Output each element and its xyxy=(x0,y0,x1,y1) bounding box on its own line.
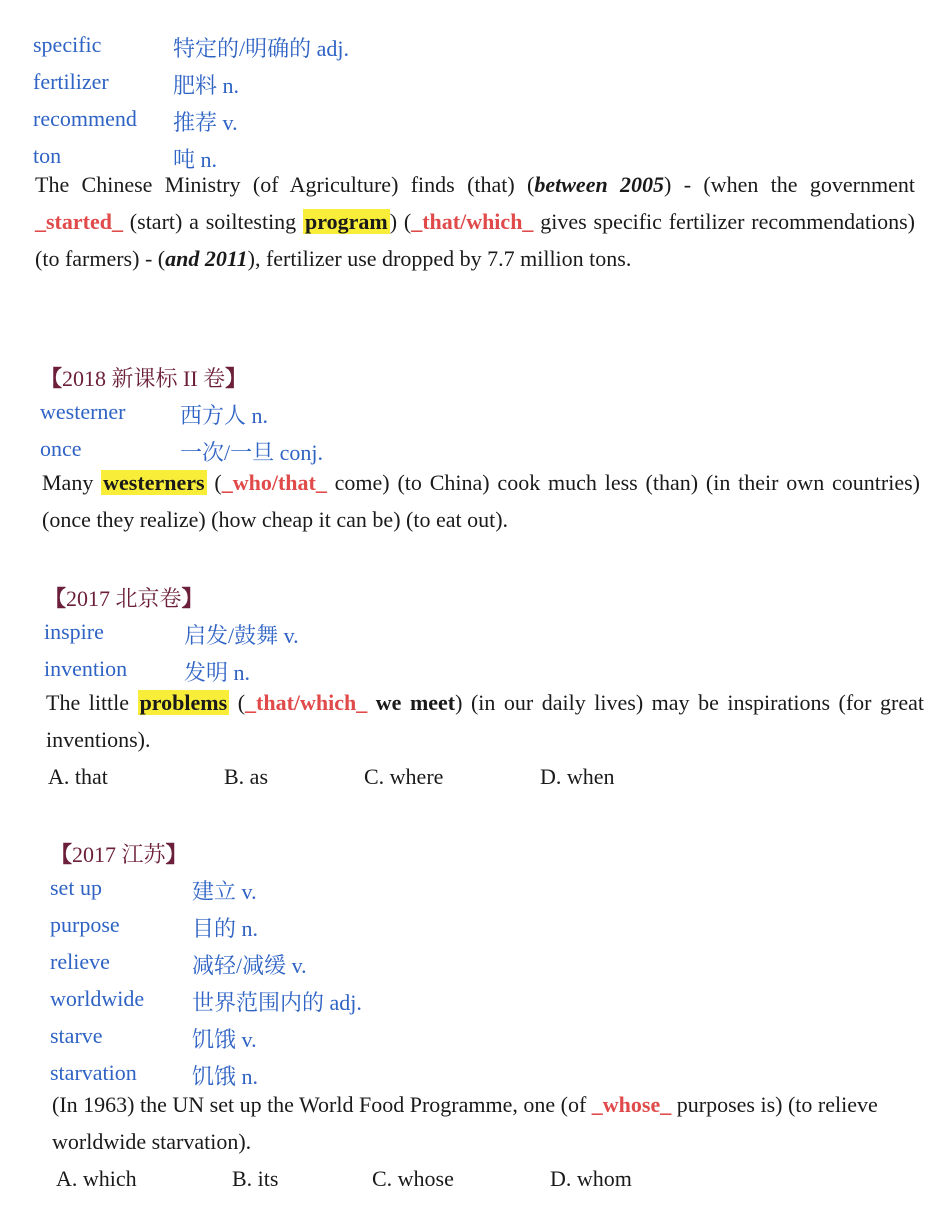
vocab-definition: 世界范围内的 adj. xyxy=(192,990,362,1015)
sentence-text: (start) a soiltesting xyxy=(122,209,303,234)
vocab-row xyxy=(44,619,544,655)
option-a[interactable]: A. that xyxy=(48,764,108,789)
sentence-emphasis: and 2011 xyxy=(165,246,248,271)
option-a[interactable]: A. which xyxy=(56,1166,137,1191)
vocab-word: recommend xyxy=(33,106,137,131)
example-sentence xyxy=(52,1086,942,1160)
answer-options xyxy=(48,764,748,794)
vocab-definition: 发明 n. xyxy=(184,660,251,685)
option-d[interactable]: D. whom xyxy=(550,1166,632,1191)
vocab-definition: 推荐 v. xyxy=(173,110,238,135)
vocab-word: westerner xyxy=(40,399,126,424)
vocab-definition: 饥饿 n. xyxy=(192,1064,259,1089)
sentence-text: The little xyxy=(46,690,138,715)
heading-bracket: 【 xyxy=(40,366,63,391)
highlighted-antecedent: program xyxy=(305,209,388,234)
vocab-word: once xyxy=(40,436,82,461)
option-c[interactable]: C. whose xyxy=(372,1166,454,1191)
vocab-word: invention xyxy=(44,656,128,681)
highlighted-antecedent: westerners xyxy=(103,470,205,495)
vocab-row xyxy=(50,1023,550,1059)
sentence-text: The Chinese Ministry (of Agriculture) finds (that) ( xyxy=(35,172,535,197)
vocab-word: fertilizer xyxy=(33,69,109,94)
sentence-text: ) - (when the government xyxy=(664,172,915,197)
sentence-text: gives specific fertilizer recommendations) (to farmers) - ( xyxy=(35,209,915,271)
option-d[interactable]: D. when xyxy=(540,764,615,789)
vocab-definition: 一次/一旦 conj. xyxy=(180,440,323,465)
vocab-row xyxy=(50,949,550,985)
answer-blank: _started_ xyxy=(35,209,123,234)
sentence-text: come) (to China) cook much less (than) (in their own countries) (once they realize) (how cheap it can be) (to eat out). xyxy=(42,470,920,532)
vocab-definition: 特定的/明确的 adj. xyxy=(173,36,349,61)
highlighted-antecedent: problems xyxy=(139,690,228,715)
vocab-word: ton xyxy=(33,143,62,168)
sentence-text: ), fertilizer use dropped by 7.7 million tons. xyxy=(247,246,632,271)
vocab-definition: 饥饿 v. xyxy=(192,1027,257,1052)
vocab-definition: 启发/鼓舞 v. xyxy=(184,623,299,648)
example-sentence xyxy=(46,684,924,758)
vocab-word: inspire xyxy=(44,619,104,644)
sentence-text: ( xyxy=(206,470,222,495)
vocab-word: purpose xyxy=(50,912,120,937)
example-sentence xyxy=(35,166,915,277)
sentence-text: (In 1963) the UN set up the World Food Programme, one (of xyxy=(52,1092,592,1117)
exam-heading xyxy=(44,582,204,613)
sentence-emphasis: between 2005 xyxy=(534,172,665,197)
vocab-row xyxy=(50,875,550,911)
vocab-definition: 建立 v. xyxy=(192,879,257,904)
option-b[interactable]: B. as xyxy=(224,764,268,789)
heading-text: 2018 新课标 II 卷 xyxy=(62,366,226,391)
heading-text: 2017 江苏 xyxy=(72,842,166,867)
heading-bracket: 【 xyxy=(50,842,73,867)
vocab-row xyxy=(33,69,533,105)
vocab-definition: 西方人 n. xyxy=(180,403,269,428)
sentence-text: ( xyxy=(229,690,246,715)
vocab-definition: 吨 n. xyxy=(173,147,218,172)
vocab-row xyxy=(50,986,550,1022)
sentence-text: purposes is) (to relieve worldwide starvation). xyxy=(52,1092,878,1154)
sentence-text: Many xyxy=(42,470,102,495)
vocab-row xyxy=(50,912,550,948)
heading-bracket: 】 xyxy=(181,586,204,611)
vocab-definition: 肥料 n. xyxy=(173,73,240,98)
heading-bracket: 】 xyxy=(165,842,188,867)
answer-options xyxy=(56,1166,756,1196)
example-sentence xyxy=(42,464,920,538)
vocab-row xyxy=(33,32,533,68)
answer-blank: _that/which_ xyxy=(245,690,368,715)
option-b[interactable]: B. its xyxy=(232,1166,279,1191)
exam-heading xyxy=(40,362,247,393)
answer-blank: _whose_ xyxy=(591,1092,672,1117)
vocab-definition: 目的 n. xyxy=(192,916,259,941)
vocab-word: starvation xyxy=(50,1060,137,1085)
vocab-row xyxy=(40,399,540,435)
vocab-word: relieve xyxy=(50,949,110,974)
vocab-word: set up xyxy=(50,875,102,900)
answer-blank: _who/that_ xyxy=(221,470,327,495)
sentence-text: ) ( xyxy=(389,209,412,234)
option-c[interactable]: C. where xyxy=(364,764,444,789)
exam-heading xyxy=(50,838,188,869)
sentence-text: ) (in our daily lives) may be inspirations (for great inventions). xyxy=(46,690,924,752)
answer-blank: _that/which_ xyxy=(411,209,534,234)
vocab-word: specific xyxy=(33,32,102,57)
vocab-word: worldwide xyxy=(50,986,145,1011)
vocab-word: starve xyxy=(50,1023,103,1048)
heading-bracket: 【 xyxy=(44,586,67,611)
vocab-definition: 减轻/减缓 v. xyxy=(192,953,307,978)
heading-text: 2017 北京卷 xyxy=(66,586,182,611)
vocab-row xyxy=(33,106,533,142)
heading-bracket: 】 xyxy=(225,366,248,391)
sentence-emphasis: we meet xyxy=(367,690,456,715)
